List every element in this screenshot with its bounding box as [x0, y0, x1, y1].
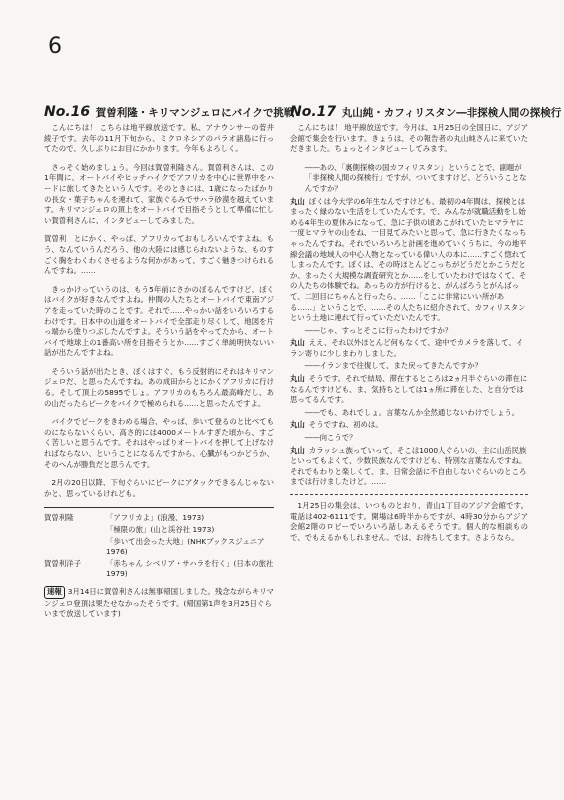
body-paragraph: そういう話が出たとき、ぼくはすぐ、もう反射的にそれはキリマンジェロだ、と思ったんですね。あの成田からとにかくアフリカに行ける。そして頂上の5895でしょ。アフリカのもちろん最高峰だし、あの山だったらピークをバイクで極められる……と思ったんですよ。: [44, 366, 274, 408]
work-title: 「アフリカよ」(浪漫、1973): [106, 513, 205, 523]
qa-text: ぼくは今大学の6年生なんですけども、最初の4年間は、探検とはまったく縁のない生活をしていたんです。で、みんなが就職活動をし始める4年生の夏休みになって、急に子供の頃あこがれていたヒマラヤに一度ヒマラヤの山をね、一目見てみたいと思って、急に行きたくなっちゃったんですね。それでいろいろと計画を進めていくうちに、今の地平線会議の地域人の中心人物となっている偉い人の本に……すごく惚れてしまったんです。ぼくは、その時ほとんどこっちがどうだとかこうだとか、まったく大規模な調査研究とか……をしていたわけではなくて、その人たちの体験でね。あっちの方が行けると、がんばろうとがんばって、二回目にちゃんと行ったら、……「ここに非常にいい所がある……」ということで、……その人たちに紹介されて、カフィリスタンという土地に連れて行っていただいたんです。: [290, 196, 527, 323]
bulletin: [44, 586, 274, 620]
body-paragraph: 賀曽利 とにかく、やっぱ、アフリカっておもしろいんですよね。もう、なんていうんだろう、他の大陸には感じられないような、ものすごく胸をわくわくさせるような何かがあって、すごく魅きつけられるんですね。……: [44, 234, 274, 276]
qa-text: ええ、それ以外ほとんど何もなくて、途中でカメラを落して、イラン寄りに少しまわりしました。: [290, 338, 524, 358]
page-number: 6: [48, 34, 62, 59]
qa-text: ――じゃ、すっとそこに行ったわけですか？: [304, 325, 453, 335]
intro-paragraph: さっそく始めましょう。今回は賀曽利隆さん。賀曽利さんは、この1年間に、オートバイやヒッチハイクでアフリカを中心に世界中をハードに旅してきたという人です。そのときには、1歳になったばかりの長女・葉子ちゃんを連れて、家族ぐるみでサハラ砂漠を越えています。キリマンジェロの頂上をオートバイで目指そうとして準備に忙しい賀曽利さんに、インタビューしてみました。: [44, 162, 274, 225]
qa-text: ――イランまで往復して、また戻ってきたんですか？: [304, 361, 483, 371]
qa-line: [290, 361, 528, 372]
divider: [290, 494, 528, 495]
speaker: 丸山: [290, 445, 305, 455]
work-author: [44, 525, 106, 536]
qa-text: ――向こうで？: [304, 433, 357, 443]
speaker: 丸山: [290, 196, 305, 206]
closing-paragraph: 1月25日の集会は、いつものとおり、青山1丁目のアジア会館です。電話は402-6111です。開場は6時半からですが、4時30分からアジア会館2階のロビーでいろいろ話しあえるそうです。個人的な相談もので、でもえるかもしれません。では、お待ちしてます。さようなら。: [290, 501, 528, 542]
qa-line: [290, 326, 528, 337]
qa-text: そうです。それで結局、滞在するところは2ヵ月半ぐらいの滞在になるんですけども、ま、気持ちとしては1ヵ所に滞在した、と自分では思ってるんです。: [290, 374, 528, 405]
bulletin-text: 3月14日に賀曽利さんは無事帰国しました。残念ながらキリマンジェロ登頂は果たせなかったそうです。(帰国第1声を3月25日ぐらいまで放送しています): [44, 586, 274, 619]
qa-text: カラッシュ族っていって、そこは1000人ぐらいの、主に山岳民族といってもよくて、少数民族なんですけども、特別な言葉なんですね。それでもわりと楽しくて、ま、日常会話に不自由しないぐらいのところまでは行けましたけど。……: [290, 445, 527, 487]
work-title: 「歩いて出会った大地」(NHKブックスジュニア 1976): [106, 536, 265, 557]
qa-line: [290, 163, 528, 195]
qa-line: [290, 433, 528, 444]
work-entry: [44, 537, 274, 558]
qa-text: そうですね、初めは。: [308, 420, 383, 430]
qa-line: [290, 420, 528, 431]
article-heading: [290, 104, 562, 120]
article-title: 丸山純・カフィリスタン―非探検人間の探検行: [341, 107, 562, 119]
article-number: No.16: [44, 104, 91, 120]
work-author: [44, 537, 106, 558]
article-no17: [290, 104, 562, 551]
speaker: 丸山: [290, 338, 305, 348]
article-title: 賀曽利隆・キリマンジェロにバイクで挑戦: [95, 107, 295, 119]
qa-line: [290, 446, 528, 488]
bulletin-tag: 速報: [44, 586, 65, 599]
work-entry: [44, 513, 274, 524]
article-no16: [44, 104, 295, 620]
qa-line: [290, 374, 528, 406]
body-paragraph: きっかけっていうのは、もう5年前にさかのぼるんですけど、ぼくはバイクが好きなんですよね。仲間の人たちとオートバイで東南アジアを走っていた時のことです。それで……やっかい話をいろいろするわけです。日本中の山道をオートバイで全部走り尽くして、地図を片っ端から塗りつぶしたんですよ。そういう話をやってたから、オートバイで地球上の1番高い所を目指そうとか……すごく単純明快ないい話が出たんですよね。: [44, 284, 274, 358]
divider: [44, 507, 274, 508]
speaker: 丸山: [290, 374, 305, 384]
article-number: No.17: [290, 104, 337, 120]
work-entry: [44, 525, 274, 536]
work-title: 「極限の旅」(山と渓谷社 1973): [106, 525, 215, 534]
qa-text: ――でも、あれでしょ。言葉なんか全然通じないわけでしょう。: [304, 407, 520, 417]
qa-line: [290, 197, 528, 324]
work-title: 「赤ちゃん シベリア・サハラを行く」(日本の旅社 1979): [106, 558, 274, 579]
work-author: 賀曽利洋子: [44, 558, 81, 568]
intro-paragraph: こんにちは！ 地平線放送です。今月は、1月25日の全国日に、アジア会館で集会を行います。きょうは、その報告者の丸山純さんに来ていただきました。ちょっとインタビューしてみます。: [290, 123, 528, 154]
work-author: 賀曽利隆: [44, 513, 74, 523]
article-heading: [44, 104, 295, 120]
qa-line: [290, 338, 528, 359]
speaker: 丸山: [290, 420, 305, 430]
body-paragraph: 2月の20日以降、下旬ぐらいにピークにアタックできるんじゃないかと、思っているけれども。: [44, 478, 274, 498]
qa-text: ――あの、「裏側探検の国カフィリスタン」ということで、副題が「非探検人間の探検行」ですが、ついてますけど、どういうことなんですか？: [304, 162, 527, 193]
work-entry: [44, 559, 274, 580]
intro-paragraph: こんにちは！ こちらは地平線放送です。私、アナウンサーの菅井綾子です。去年の11月下旬から、ミクロネシアのパラオ諸島に行ってたので、久しぶりにお目にかかります。今年もよろしく。: [44, 123, 274, 154]
qa-line: [290, 408, 528, 419]
body-paragraph: バイクでピークをきわめる場合、やっぱ、歩いて登るのと比べてものにならないくらい、高さ的には4000メートルすぎた頃から、すごく苦しいと思うんです。それはやっぱりオートバイを押して上げなければならない、ということになるんですから、心臓がもつかどうか、そのへんが勝負だと思うんです。: [44, 417, 274, 469]
